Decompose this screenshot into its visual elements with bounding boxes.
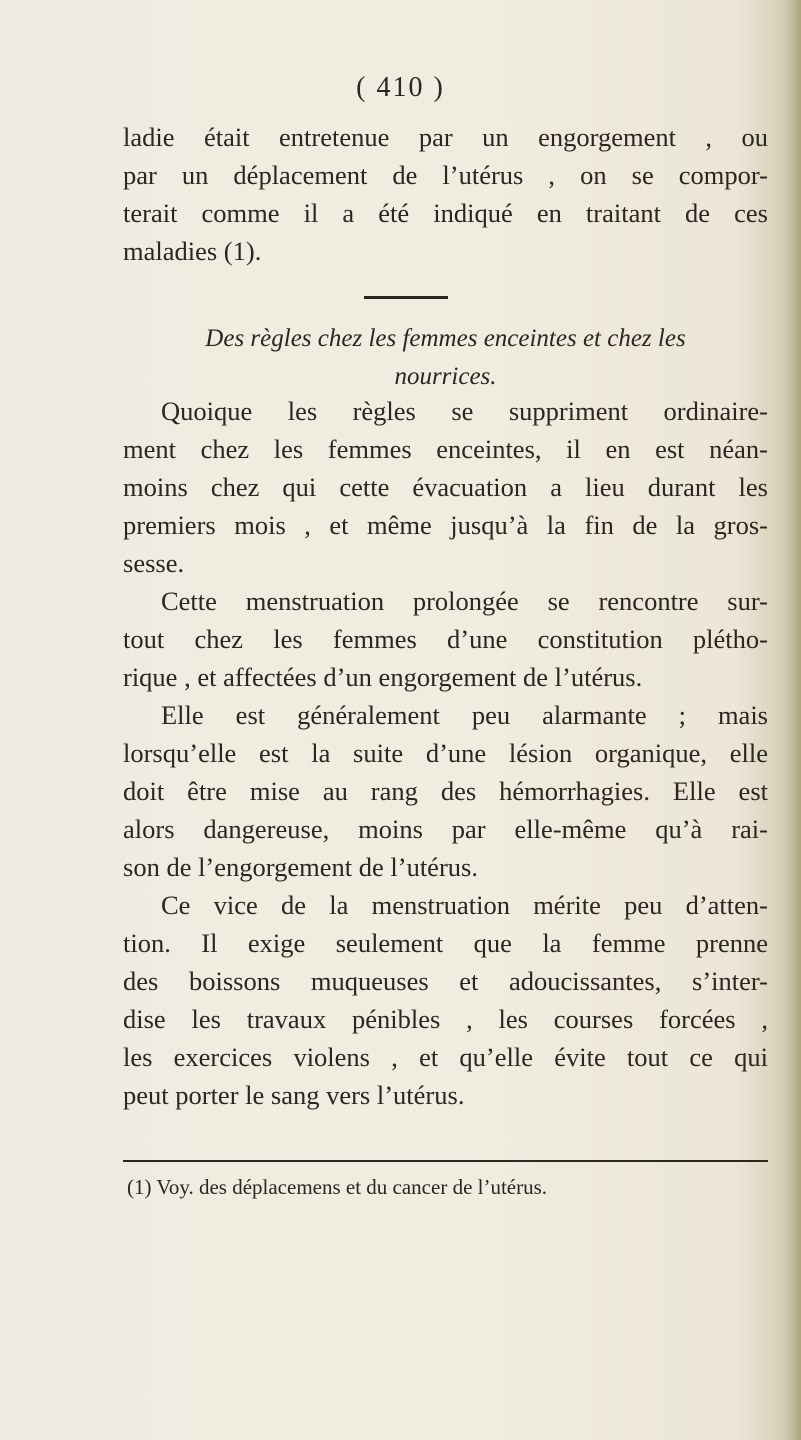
text-line: son de l’engorgement de l’utérus. [123, 852, 478, 882]
text-line: sesse. [123, 548, 185, 578]
footnote: (1) Voy. des déplacemens et du cancer de l’utérus. [127, 1175, 548, 1199]
text-line: ment chez les femmes enceintes, il en est néan- [123, 434, 768, 464]
footnote-rule [123, 1160, 768, 1162]
text-line: alors dangereuse, moins par elle-même qu’à rai- [123, 814, 768, 844]
text-line: rique , et affectées d’un engorgement de l’utérus. [123, 662, 643, 692]
text-line: moins chez qui cette évacuation a lieu durant les [123, 472, 768, 502]
section-divider [364, 296, 448, 299]
page-number: ( 410 ) [356, 72, 445, 103]
text-line: Quoique les règles se suppriment ordinaire- [161, 396, 768, 426]
text-line: terait comme il a été indiqué en traitant de ces [123, 198, 768, 228]
text-line: tout chez les femmes d’une constitution plétho- [123, 624, 768, 654]
paragraph-1 [123, 392, 768, 582]
section-heading-line: nourrices. [394, 363, 497, 390]
text-line: peut porter le sang vers l’utérus. [123, 1080, 465, 1110]
paragraph-3 [123, 696, 768, 886]
page-edge-shadow [783, 0, 801, 1440]
paragraph-4 [123, 886, 768, 1114]
text-line: des boissons muqueuses et adoucissantes, s’inter- [123, 966, 768, 996]
text-line: Ce vice de la menstruation mérite peu d’atten- [161, 890, 768, 920]
text-line: tion. Il exige seulement que la femme prenne [123, 928, 768, 958]
continued-paragraph [123, 118, 768, 270]
text-line: premiers mois , et même jusqu’à la fin de la gros- [123, 510, 768, 540]
text-line: dise les travaux pénibles , les courses forcées , [123, 1004, 768, 1034]
section-heading [123, 320, 768, 396]
text-line: Elle est généralement peu alarmante ; mais [161, 700, 768, 730]
text-line: par un déplacement de l’utérus , on se compor- [123, 160, 768, 190]
text-line: ladie était entretenue par un engorgement , ou [123, 122, 768, 152]
text-line: lorsqu’elle est la suite d’une lésion organique, elle [123, 738, 768, 768]
paragraph-2 [123, 582, 768, 696]
section-heading-line: Des règles chez les femmes enceintes et chez les [205, 325, 686, 352]
text-line: Cette menstruation prolongée se rencontre sur- [161, 586, 768, 616]
text-line: doit être mise au rang des hémorrhagies. Elle est [123, 776, 768, 806]
text-line: maladies (1). [123, 236, 262, 266]
text-line: les exercices violens , et qu’elle évite tout ce qui [123, 1042, 768, 1072]
